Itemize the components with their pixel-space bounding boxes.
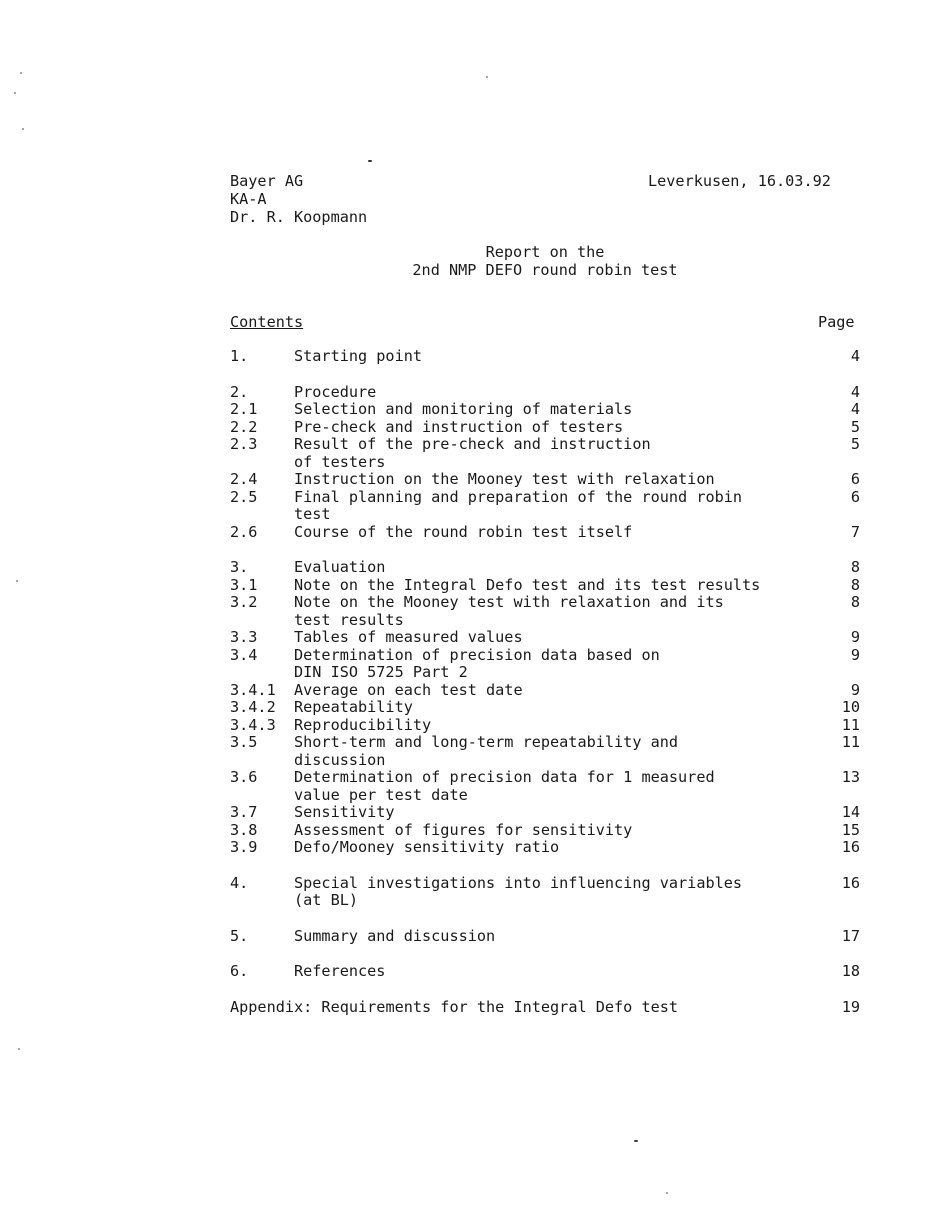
toc-page: 18 xyxy=(841,962,860,980)
toc-page: 10 xyxy=(841,698,860,716)
company-name: Bayer AG xyxy=(230,172,304,190)
toc-title: References xyxy=(294,962,386,980)
toc-title: Course of the round robin test itself xyxy=(294,522,633,541)
toc-page: 17 xyxy=(841,926,860,945)
toc-entry xyxy=(230,734,860,769)
toc-page: 14 xyxy=(841,803,860,821)
toc-number: 3.1 xyxy=(230,575,258,594)
toc-page: 11 xyxy=(841,733,860,751)
toc-number: 2.2 xyxy=(230,417,258,436)
toc-title: Defo/Mooney sensitivity ratio xyxy=(294,838,560,856)
toc-title: Selection and monitoring of materials xyxy=(294,400,633,418)
toc-entry xyxy=(230,699,860,717)
toc-entry xyxy=(230,384,860,402)
toc-page: 4 xyxy=(850,382,860,401)
toc-number: 3.4 xyxy=(230,645,258,664)
toc-entry xyxy=(230,963,860,981)
scan-speck xyxy=(634,1140,638,1142)
toc-page: 9 xyxy=(850,680,860,699)
toc-title: Starting point xyxy=(294,347,423,365)
toc-page: 5 xyxy=(850,417,860,436)
toc-number: 3.8 xyxy=(230,820,258,839)
page-column-heading: Page xyxy=(818,313,855,331)
toc-title: Note on the Mooney test with relaxation and its test results xyxy=(294,593,724,629)
toc-title: Tables of measured values xyxy=(294,628,523,646)
toc-entry xyxy=(230,717,860,735)
contents-heading: Contents xyxy=(230,313,304,331)
toc-page: 16 xyxy=(841,873,860,892)
toc-number: 2.6 xyxy=(230,522,258,541)
toc-number: 2.4 xyxy=(230,470,258,488)
department: KA-A xyxy=(230,190,267,208)
toc-entry xyxy=(230,822,860,840)
toc-entry xyxy=(230,471,860,489)
toc-entry xyxy=(230,524,860,542)
toc-page: 11 xyxy=(841,715,860,734)
toc-title: Instruction on the Mooney test with relaxation xyxy=(294,470,715,488)
toc-entry-appendix xyxy=(230,999,860,1017)
toc-title: Final planning and preparation of the round robin test xyxy=(294,487,743,523)
scan-speck xyxy=(666,1192,668,1194)
author-name: Dr. R. Koopmann xyxy=(230,208,368,226)
toc-number: 3.3 xyxy=(230,628,258,646)
toc-number: 3.2 xyxy=(230,593,258,611)
toc-entry xyxy=(230,928,860,946)
toc-number: 3.4.2 xyxy=(230,698,276,716)
toc-page: 7 xyxy=(850,522,860,541)
scan-speck xyxy=(18,1048,20,1050)
toc-number: 3.5 xyxy=(230,733,258,751)
toc-number: 6. xyxy=(230,962,249,980)
toc-number: 3. xyxy=(230,558,249,576)
toc-title: Sensitivity xyxy=(294,803,395,821)
toc-entry xyxy=(230,647,860,682)
toc-page: 9 xyxy=(850,628,860,646)
toc-title: Procedure xyxy=(294,382,377,401)
toc-page: 4 xyxy=(850,347,860,365)
toc-number: 3.4.3 xyxy=(230,715,276,734)
toc-page: 6 xyxy=(850,487,860,506)
toc-title: Special investigations into influencing variables (at BL) xyxy=(294,873,743,909)
scan-speck xyxy=(20,72,22,74)
toc-entry xyxy=(230,839,860,857)
toc-entry xyxy=(230,769,860,804)
toc-entry xyxy=(230,436,860,471)
scan-speck xyxy=(22,128,24,130)
toc-page: 13 xyxy=(841,768,860,786)
toc-number: 3.7 xyxy=(230,803,258,821)
toc-number: 5. xyxy=(230,926,249,945)
toc-entry xyxy=(230,419,860,437)
toc-page: 4 xyxy=(850,400,860,418)
toc-number: 4. xyxy=(230,873,249,892)
toc-number: 2. xyxy=(230,382,249,401)
toc-title: Determination of precision data for 1 measured value per test date xyxy=(294,768,715,804)
toc-entry xyxy=(230,875,860,910)
report-title xyxy=(390,243,700,279)
scan-speck xyxy=(14,92,16,94)
toc-title: Appendix: Requirements for the Integral Defo test xyxy=(230,997,679,1016)
toc-title: Short-term and long-term repeatability and discussion xyxy=(294,733,679,769)
toc-entry xyxy=(230,489,860,524)
toc-number: 1. xyxy=(230,347,249,365)
table-of-contents xyxy=(230,348,860,1016)
title-line-1: Report on the xyxy=(485,243,605,261)
toc-number: 3.6 xyxy=(230,768,258,786)
toc-entry xyxy=(230,577,860,595)
toc-title: Reproducibility xyxy=(294,715,432,734)
toc-page: 19 xyxy=(841,997,860,1016)
toc-page: 6 xyxy=(850,470,860,488)
title-line-2: 2nd NMP DEFO round robin test xyxy=(412,261,678,279)
toc-title: Summary and discussion xyxy=(294,926,496,945)
place-date: Leverkusen, 16.03.92 xyxy=(648,172,831,190)
toc-number: 2.5 xyxy=(230,487,258,506)
toc-page: 15 xyxy=(841,820,860,839)
toc-title: Note on the Integral Defo test and its test results xyxy=(294,575,761,594)
toc-entry xyxy=(230,804,860,822)
toc-number: 2.1 xyxy=(230,400,258,418)
toc-page: 8 xyxy=(850,575,860,594)
toc-entry xyxy=(230,348,860,366)
toc-entry xyxy=(230,401,860,419)
scan-speck xyxy=(368,160,372,162)
toc-title: Result of the pre-check and instruction of testers xyxy=(294,435,651,471)
toc-page: 16 xyxy=(841,838,860,856)
toc-title: Average on each test date xyxy=(294,680,523,699)
toc-entry xyxy=(230,559,860,577)
toc-page: 8 xyxy=(850,593,860,611)
toc-number: 3.4.1 xyxy=(230,680,276,699)
toc-page: 5 xyxy=(850,435,860,453)
toc-title: Evaluation xyxy=(294,558,386,576)
toc-number: 2.3 xyxy=(230,435,258,453)
toc-entry xyxy=(230,594,860,629)
toc-entry xyxy=(230,682,860,700)
sender-block xyxy=(230,172,367,226)
scan-speck xyxy=(16,580,18,582)
toc-entry xyxy=(230,629,860,647)
scan-speck xyxy=(486,76,488,78)
toc-page: 9 xyxy=(850,645,860,664)
toc-title: Determination of precision data based on DIN ISO 5725 Part 2 xyxy=(294,645,660,681)
toc-title: Repeatability xyxy=(294,698,413,716)
toc-title: Pre-check and instruction of testers xyxy=(294,417,624,436)
toc-page: 8 xyxy=(850,558,860,576)
toc-title: Assessment of figures for sensitivity xyxy=(294,820,633,839)
toc-number: 3.9 xyxy=(230,838,258,856)
